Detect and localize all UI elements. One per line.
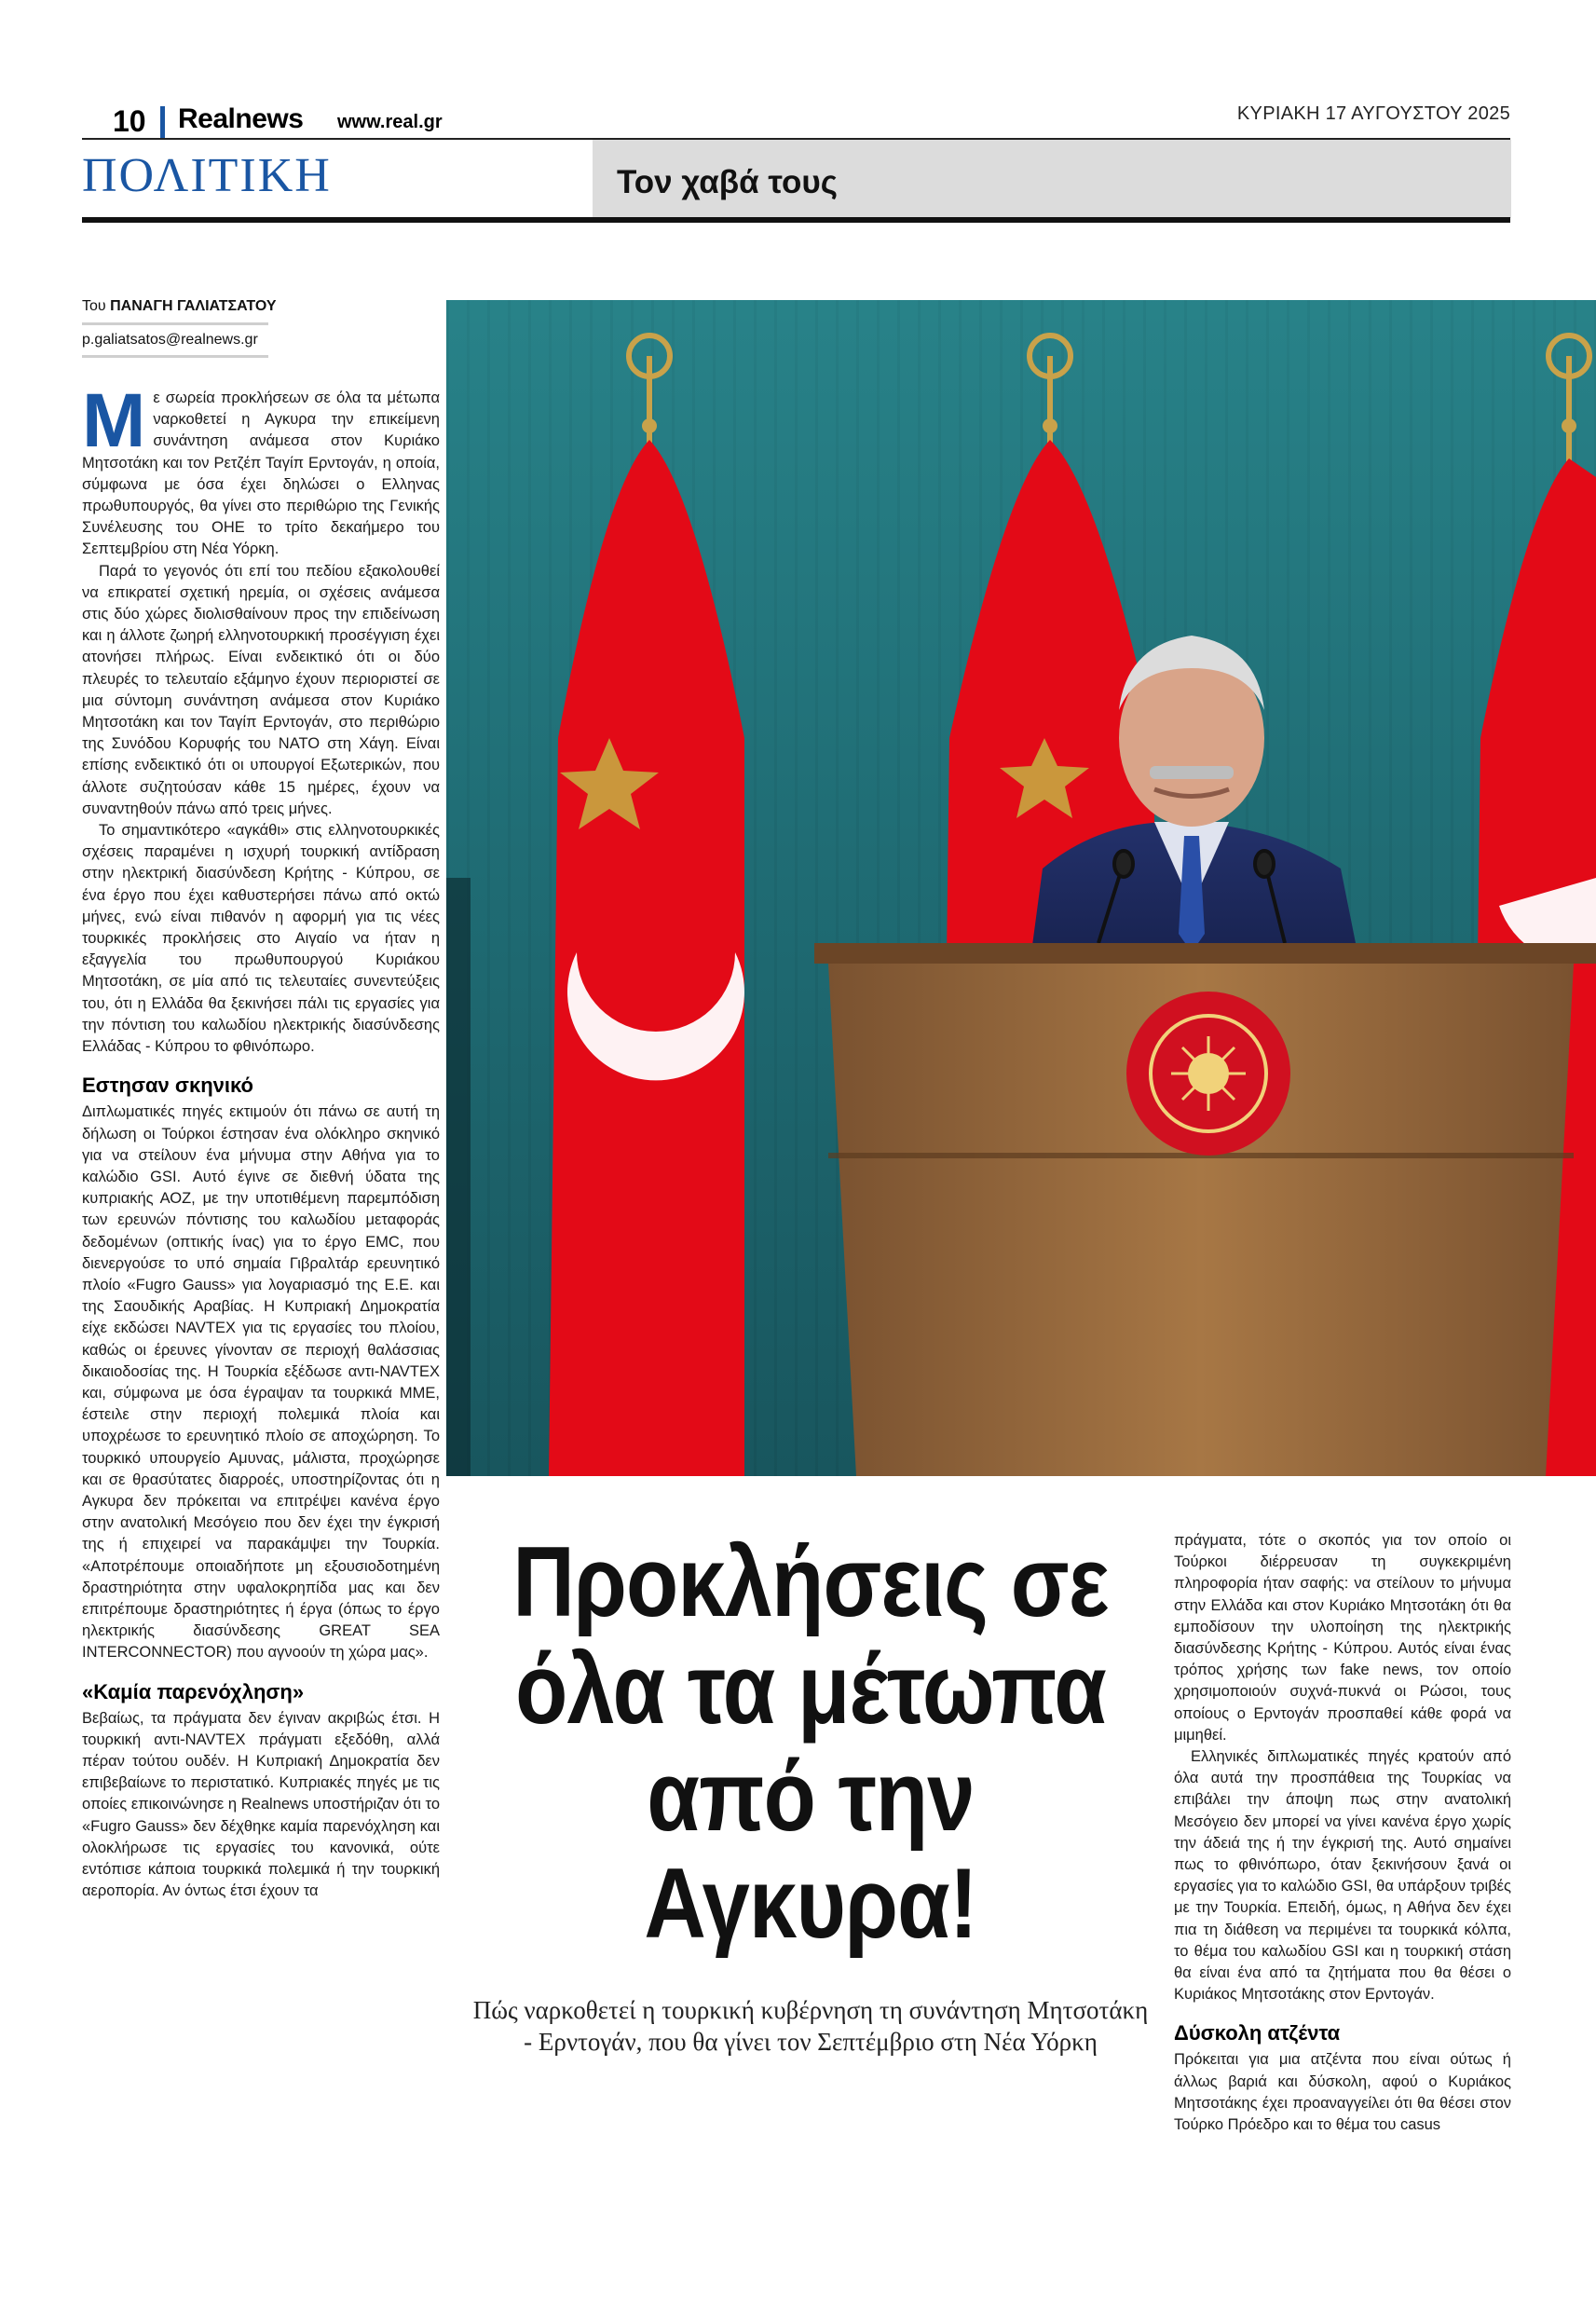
- article-column-right: [1174, 1530, 1511, 2136]
- byline-author: ΠΑΝΑΓΗ ΓΑΛΙΑΤΣΑΤΟΥ: [110, 298, 277, 314]
- paragraph: Παρά το γεγονός ότι επί του πεδίου εξακολουθεί να επικρατεί σχετική ηρεμία, οι σχέσεις ανάμεσα στις δύο χώρες διολισθαίνουν προς την επιδείνωση και η άλλοτε ζωηρή ελληνοτουρκική προσέγγιση έχει ατονήσει πλήρως. Είναι ενδεικτικό ότι οι δύο πλευρές το τελευταίο εξάμηνο έχουν περιοριστεί σε μια σύντομη συνάντηση ανάμεσα στον Κυριάκο Μητσοτάκη και τον Ταγίπ Ερντογάν, στο περιθώριο της Συνόδου Κορυφής του ΝΑΤΟ στη Χάγη. Είναι επίσης ενδεικτικό ότι οι υπουργοί Εξωτερικών, που άλλοτε συζητούσαν κάθε 15 ημέρες, έχουν να συναντηθούν πάνω από τρεις μήνες.: [82, 562, 440, 817]
- paragraph: Διπλωματικές πηγές εκτιμούν ότι πάνω σε αυτή τη δήλωση οι Τούρκοι έστησαν ένα ολόκληρο σκηνικό για να στείλουν ένα μήνυμα στην Αθήνα για το καλώδιο GSI. Αυτό έγινε σε διεθνή ύδατα της κυπριακής ΑΟΖ, με την υποτιθέμενη παρεμπόδιση των ερευνών πόντισης του καλωδίου μεταφοράς δεδομένων (οπτικής ίνας) για το έργο EMC, που διενεργούσε το υπό σημαία Γιβραλτάρ ερευνητικό πλοίο «Fugro Gauss» για λογαριασμό της Ε.Ε. και της Σαουδικής Αραβίας. Η Κυπριακή Δημοκρατία είχε εκδώσει NAVTEX για τις εργασίες του πλοίου, καθώς οι έρευνες γίνονταν σε περιοχή θαλάσσιας δικαιοδοσίας της. Η Τουρκία εξέδωσε αντι-NAVTEX και, σύμφωνα με όσα έγραψαν τα τουρκικά ΜΜΕ, έστειλε στην περιοχή πολεμικά πλοία και υποχρέωσε το ερευνητικό πλοίο σε αποχώρηση. Το τουρκικό υπουργείο Αμυνας, μάλιστα, προχώρησε και σε θρασύτατες διαρροές, υποστηρίζοντας ότι η Αγκυρα δεν πρόκειται να επιτρέψει κανένα έργο στην ανατολική Μεσόγειο που δεν έχει την έγκρισή της ή επιχειρεί να παρακάμψει την Τουρκία. «Αποτρέπουμε οποιαδήποτε μη εξουσιοδοτημένη δραστηριότητα στην υφαλοκρηπίδα μας και δεν επιτρέπουμε δραστηριότητες ή έργα (όπως το έργο ηλεκτρικής διασύνδεσης GREAT SEA INTERCONNECTOR) που αγνοούν τη χώρα μας».: [82, 1103, 440, 1662]
- paragraph: Ελληνικές διπλωματικές πηγές κρατούν από όλα αυτά την προσπάθεια της Τουρκίας να επιβάλει την άποψη πως στην ανατολική Μεσόγειο δεν μπορεί να γίνει κανένα έργο χωρίς την άδειά της ή την έγκρισή της. Αυτό σημαίνει πως το φθινόπωρο, όταν ξεκινήσουν ξανά οι εργασίες για το καλώδιο GSI, θα υπάρξουν τριβές με την Τουρκία. Επειδή, όμως, η Αθήνα δεν έχει πια τη διάθεση να περιμένει τα τουρκικά κόλπα, το θέμα του καλωδίου GSI και η τουρκική στάση θα είναι ένα από τα ζητήματα που θα θέσει ο Κυριάκος Μητσοτάκης στον Ερντογάν.: [1174, 1748, 1511, 2004]
- podium: [814, 943, 1596, 1476]
- article-headline: Προκλήσεις σε όλα τα μέτωπα από την Αγκυρα!: [512, 1525, 1109, 1959]
- drop-cap: Μ: [82, 378, 146, 463]
- byline-rule: [82, 355, 268, 358]
- lead-photo: [446, 300, 1596, 1476]
- paragraph: Πρόκειται για μια ατζέντα που είναι ούτως ή άλλως βαριά και δύσκολη, αφού ο Κυριάκος Μητσοτάκης έχει προαναγγείλει ότι θα θέσει στον Τούρκο Πρόεδρο και το θέμα του casus: [1174, 2051, 1511, 2134]
- byline-prefix: Του: [82, 298, 106, 314]
- crosshead: Δύσκολη ατζέντα: [1174, 2021, 1341, 2045]
- byline-rule: [82, 322, 268, 325]
- paragraph-lead: Με σωρεία προκλήσεων σε όλα τα μέτωπα ναρκοθετεί η Αγκυρα την επικείμενη συνάντηση ανάμεσα στον Κυριάκο Μητσοτάκη και τον Ρετζέπ Ταγίπ Ερντογάν, η οποία, σύμφωνα με όσα έχει δηλώσει ο Ελληνας πρωθυπουργός, θα γίνει στο περιθώριο της Γενικής Συνέλευσης του ΟΗΕ το τρίτο δεκαήμερο του Σεπτεμβρίου στη Νέα Υόρκη.: [82, 378, 440, 558]
- page-number: 10: [113, 104, 146, 138]
- author-email: p.galiatsatos@realnews.gr: [82, 332, 258, 348]
- paragraph: Το σημαντικότερο «αγκάθι» στις ελληνοτουρκικές σχέσεις παραμένει η ισχυρή τουρκική αντίδραση στην ηλεκτρική διασύνδεση Κρήτης - Κύπρου, σε ένα έργο που έχει καθυστερήσει πάνω από οκτώ μήνες, ενώ είναι πιθανόν η αφορμή για τις νέες τουρκικές προκλήσεις στο Αιγαίο να ήταν η εξαγγελία του πρωθυπουργού Κυριάκου Μητσοτάκη, σε μία από τις τελευταίες συνεντεύξεις του, ότι η Ελλάδα θα ξεκινήσει πάλι τις εργασίες για την πόντιση του καλωδίου ηλεκτρικής διασύνδεσης Ελλάδας - Κύπρου το φθινόπωρο.: [82, 822, 440, 1056]
- issue-date: ΚΥΡΙΑΚΗ 17 ΑΥΓΟΥΣΤΟΥ 2025: [1236, 103, 1510, 124]
- paragraph: πράγματα, τότε ο σκοπός για τον οποίο οι Τούρκοι διέρρευσαν τη συγκεκριμένη πληροφορία ήταν σαφής: να στείλουν το μήνυμα στην Ελλάδα και στον Κυριάκο Μητσοτάκη ότι θα εμποδίσουν την υλοποίηση της ηλεκτρικής διασύνδεσης Κρήτης - Κύπρου. Αυτός είναι ένας τρόπος χρήσης των fake news, τον οποίο χρησιμοποιούν συχνά-πυκνά οι Ρώσοι, τους οποίους ο Ερντογάν προσπαθεί κάθε φορά να μιμηθεί.: [1174, 1532, 1511, 1744]
- header-divider-bar: [160, 106, 165, 138]
- crosshead: «Καμία παρενόχληση»: [82, 1679, 305, 1703]
- brand-logo: Realnews: [178, 103, 304, 134]
- section-subhead: Τον χαβά τους: [617, 164, 838, 200]
- article-column-left: [82, 378, 440, 1902]
- header-rule-bottom: [82, 217, 1510, 223]
- section-title: ΠΟΛΙΤΙΚΗ: [82, 149, 332, 202]
- article-deck: Πώς ναρκοθετεί η τουρκική κυβέρνηση τη συνάντηση Μητσοτάκη - Ερντογάν, που θα γίνει τον Σεπτέμβριο στη Νέα Υόρκη: [472, 1996, 1149, 2056]
- crosshead: Εστησαν σκηνικό: [82, 1074, 253, 1098]
- site-url: www.real.gr: [337, 112, 443, 132]
- byline: [82, 298, 277, 315]
- paragraph: Βεβαίως, τα πράγματα δεν έγιναν ακριβώς έτσι. Η τουρκική αντι-NAVTEX πράγματι εξεδόθη, αλλά πέραν τούτου ουδέν. Η Κυπριακή Δημοκρατία δεν επιβεβαίωνε το περιστατικό. Κυπριακές πηγές με τις οποίες επικοινώνησε η Realnews υποστήριζαν ότι το «Fugro Gauss» δεν δέχθηκε καμία παρενόχληση και ολοκλήρωσε τις εργασίες του κανονικά, ούτε εντόπισε κάποια τουρκικά πολεμικά ή την τουρκική αεροπορία. Αν όντως έτσι έχουν τα: [82, 1709, 440, 1900]
